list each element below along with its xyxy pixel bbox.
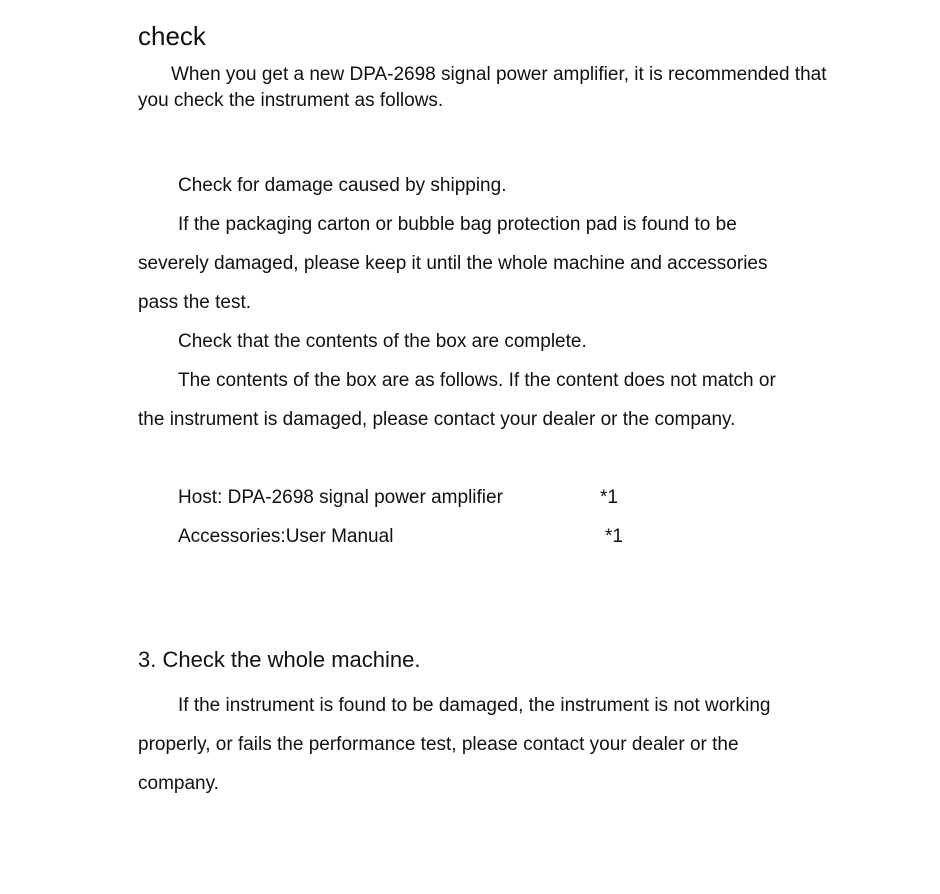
section3-body-line: If the instrument is found to be damaged, the instrument is not working bbox=[178, 695, 771, 716]
section2-body-line: the instrument is damaged, please contact your dealer or the company. bbox=[138, 409, 736, 430]
contents-item-accessories: Accessories:User Manual bbox=[178, 526, 394, 547]
section1-body-line: pass the test. bbox=[138, 292, 252, 313]
contents-qty-host: *1 bbox=[600, 487, 618, 508]
section1-body-line: severely damaged, please keep it until the whole machine and accessories bbox=[138, 253, 768, 274]
section1-body-line: If the packaging carton or bubble bag protection pad is found to be bbox=[178, 214, 737, 235]
contents-item-host: Host: DPA-2698 signal power amplifier bbox=[178, 487, 503, 508]
section2-body-line: The contents of the box are as follows. If the content does not match or bbox=[178, 370, 776, 391]
section1-title: Check for damage caused by shipping. bbox=[178, 175, 507, 196]
section3-body-line: company. bbox=[138, 773, 219, 794]
section3-body-line: properly, or fails the performance test, please contact your dealer or the bbox=[138, 734, 739, 755]
section3-title: 3. Check the whole machine. bbox=[138, 647, 421, 672]
page-heading: check bbox=[138, 21, 206, 51]
section2-title: Check that the contents of the box are complete. bbox=[178, 331, 587, 352]
contents-qty-accessories: *1 bbox=[605, 526, 623, 547]
intro-paragraph: When you get a new DPA-2698 signal power amplifier, it is recommended that you check the instrument as follows. bbox=[138, 64, 827, 111]
